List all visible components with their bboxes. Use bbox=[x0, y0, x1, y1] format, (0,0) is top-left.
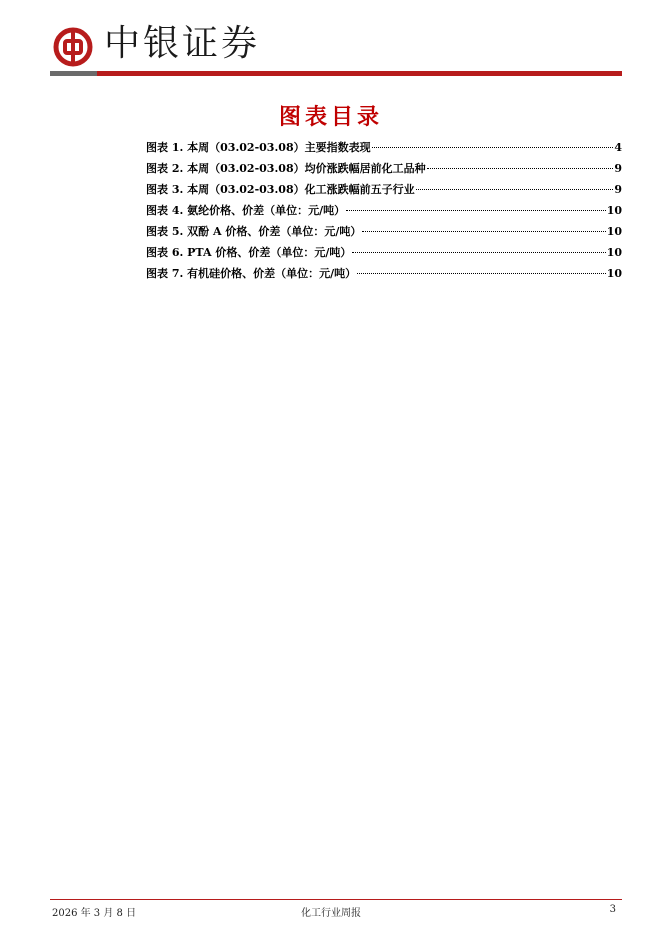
toc-item-page: 10 bbox=[606, 267, 622, 280]
toc-item-page: 10 bbox=[606, 246, 622, 259]
header-divider-grey bbox=[50, 71, 97, 76]
toc-item-page: 9 bbox=[614, 183, 622, 196]
toc-item[interactable] bbox=[146, 160, 622, 181]
toc-leader-dots bbox=[357, 273, 606, 274]
footer-divider bbox=[50, 899, 622, 900]
toc-leader-dots bbox=[372, 147, 614, 148]
toc-leader-dots bbox=[352, 252, 605, 253]
toc-list bbox=[146, 139, 622, 286]
toc-item[interactable] bbox=[146, 223, 622, 244]
toc-item[interactable] bbox=[146, 139, 622, 160]
footer-page-number: 3 bbox=[609, 904, 616, 915]
toc-item-label: 图表 4. 氨纶价格、价差（单位：元/吨） bbox=[146, 204, 346, 217]
footer-report-name: 化工行业周报 bbox=[301, 908, 361, 919]
toc-item-label: 图表 2. 本周（03.02-03.08）均价涨跌幅居前化工品种 bbox=[146, 162, 426, 175]
toc-leader-dots bbox=[416, 189, 614, 190]
toc-item-page: 9 bbox=[614, 162, 622, 175]
toc-title: 图表目录 bbox=[278, 105, 383, 130]
toc-item-label: 图表 1. 本周（03.02-03.08）主要指数表现 bbox=[146, 141, 371, 154]
toc-item-label: 图表 3. 本周（03.02-03.08）化工涨跌幅前五子行业 bbox=[146, 183, 415, 196]
brand-name: 中银证券 bbox=[104, 23, 261, 64]
toc-item[interactable] bbox=[146, 244, 622, 265]
header-divider bbox=[97, 71, 622, 76]
toc-item-label: 图表 5. 双酚 A 价格、价差（单位：元/吨） bbox=[146, 225, 362, 238]
toc-leader-dots bbox=[362, 231, 605, 232]
toc-item-label: 图表 6. PTA 价格、价差（单位：元/吨） bbox=[146, 246, 352, 259]
toc-leader-dots bbox=[346, 210, 606, 211]
toc-leader-dots bbox=[427, 168, 614, 169]
toc-item-page: 10 bbox=[606, 204, 622, 217]
toc-item-label: 图表 7. 有机硅价格、价差（单位：元/吨） bbox=[146, 267, 357, 280]
toc-item[interactable] bbox=[146, 202, 622, 223]
toc-item-page: 4 bbox=[614, 141, 622, 154]
toc-item[interactable] bbox=[146, 265, 622, 286]
page-header bbox=[0, 0, 662, 80]
footer-date: 2026 年 3 月 8 日 bbox=[52, 908, 137, 919]
toc-item[interactable] bbox=[146, 181, 622, 202]
bank-of-china-logo-icon bbox=[53, 27, 93, 67]
toc-item-page: 10 bbox=[606, 225, 622, 238]
